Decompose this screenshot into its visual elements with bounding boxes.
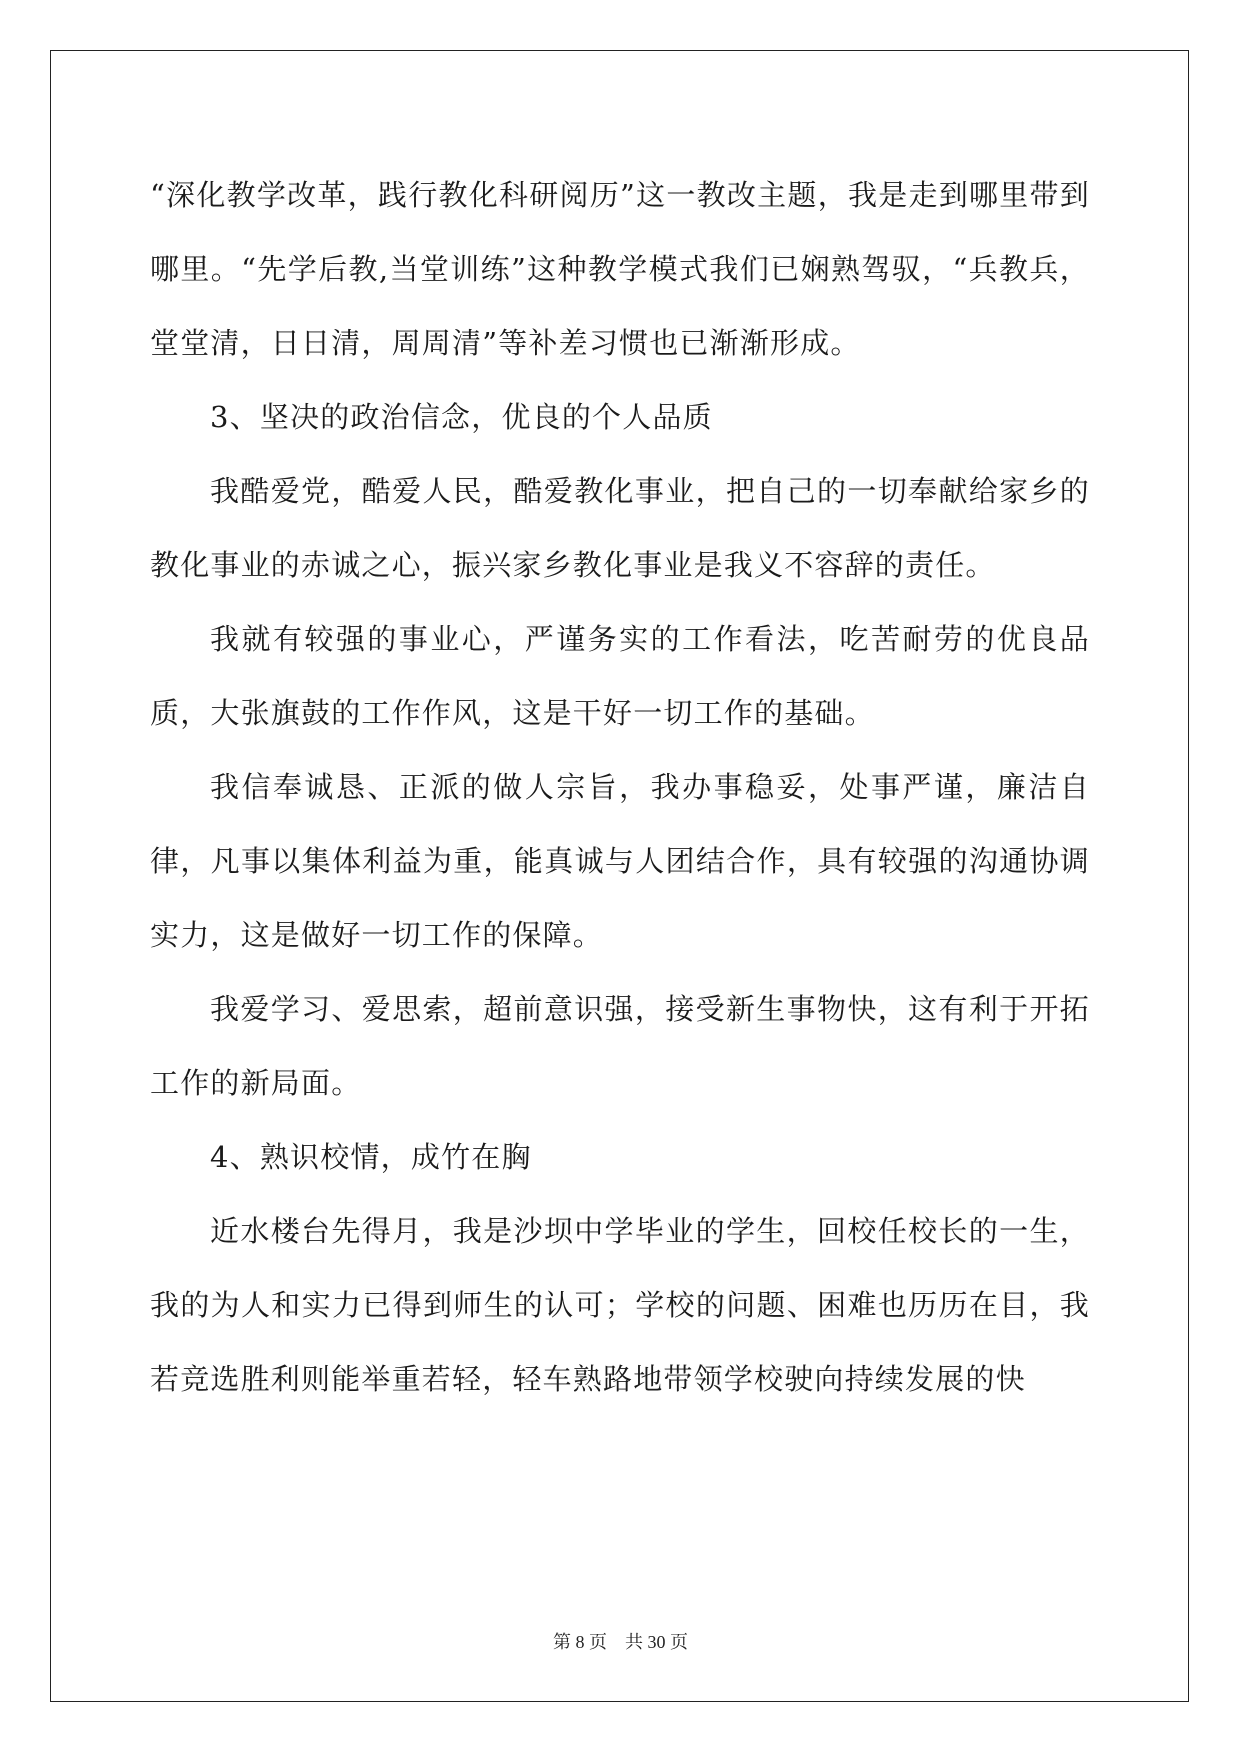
paragraph-4: 我就有较强的事业心，严谨务实的工作看法，吃苦耐劳的优良品质，大张旗鼓的工作作风，这是干好一切工作的基础。 bbox=[150, 622, 1090, 730]
paragraph-8: 近水楼台先得月，我是沙坝中学毕业的学生，回校任校长的一生，我的为人和实力已得到师生的认可；学校的问题、困难也历历在目，我若竞选胜利则能举重若轻，轻车熟路地带领学校驶向持续发展的快 bbox=[150, 1214, 1090, 1396]
document-body bbox=[150, 158, 1090, 1416]
paragraph-1: “深化教学改革，践行教化科研阅历”这一教改主题，我是走到哪里带到哪里。“先学后教,当堂训练”这种教学模式我们已娴熟驾驭，“兵教兵，堂堂清，日日清，周周清”等补差习惯也已渐渐形成。 bbox=[150, 178, 1090, 360]
paragraph-5: 我信奉诚恳、正派的做人宗旨，我办事稳妥，处事严谨，廉洁自律，凡事以集体利益为重，能真诚与人团结合作，具有较强的沟通协调实力，这是做好一切工作的保障。 bbox=[150, 770, 1090, 952]
heading-political-belief: 3、坚决的政治信念，优良的个人品质 bbox=[210, 400, 713, 434]
page-footer bbox=[0, 1628, 1241, 1654]
page-number-label: 第 8 页 共 30 页 bbox=[553, 1632, 688, 1652]
paragraph-3: 我酷爱党，酷爱人民，酷爱教化事业，把自己的一切奉献给家乡的教化事业的赤诚之心，振兴家乡教化事业是我义不容辞的责任。 bbox=[150, 474, 1090, 582]
heading-school-knowledge: 4、熟识校情，成竹在胸 bbox=[210, 1140, 532, 1174]
paragraph-6: 我爱学习、爱思索，超前意识强，接受新生事物快，这有利于开拓工作的新局面。 bbox=[150, 992, 1090, 1100]
